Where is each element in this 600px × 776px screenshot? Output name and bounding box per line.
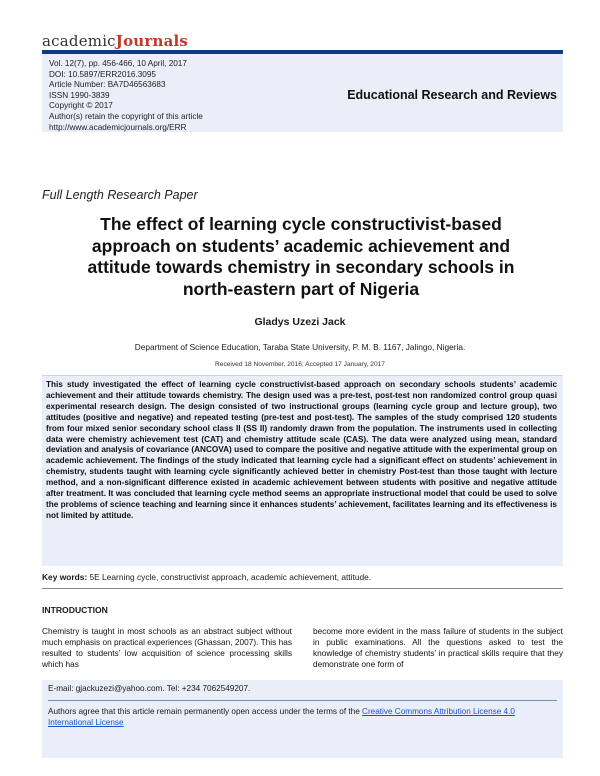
- license-text: Authors agree that this article remain permanently open access under the terms of the: [48, 707, 363, 716]
- meta-issn: ISSN 1990-3839: [49, 90, 110, 100]
- footer-divider: [48, 700, 557, 701]
- article-title: The effect of learning cycle constructivist-based approach on students’ academic achievement and attitude towards chemistry in secondary schools in north-eastern part of Nigeria: [87, 214, 515, 299]
- license-notice: [48, 707, 557, 729]
- journal-name: Educational Research and Reviews: [347, 88, 557, 102]
- meta-rights: Author(s) retain the copyright of this article: [49, 111, 203, 121]
- keywords-list: 5E Learning cycle, constructivist approach, academic achievement, attitude.: [89, 572, 372, 582]
- logo-prefix: academic: [42, 32, 116, 50]
- abstract-text: This study investigated the effect of learning cycle constructivist-based approach on secondary schools students’ academic achievement and their attitude towards chemistry. The design used was a pre-test, post-test non randomized control group quasi experimental research design. The design consisted of two instructional groups (learning cycle group and lecture group), two attitudes (positive and negative) and repeated testing (pre-test and post-test). The samples of the study comprised 120 students from four mixed senior secondary school class II (SS II) randomly drawn from the population. The instruments used in collecting data were chemistry achievement test (CAT) and chemistry attitude scale (CAS). The data were analyzed using mean, standard deviation and analysis of covariance (ANCOVA) used to compare the positive and negative attitude with the experimental group on academic achievement. The findings of the study indicated that learning cycle had a significant effect on students’ achievement in chemistry, students taught with learning cycle significantly achieved better in chemistry Post-test than those taught with lecture method, and a non-significant difference existed in academic achievement between students with positive and negative attitude after treatment. It was concluded that learning cycle method seems an appropriate instructional model that could be used to solve the problems of science teaching and learning since it enhances students’ achievement, facilitates learning and its effectiveness is not limited by attitude.: [46, 380, 557, 520]
- author-affiliation: Department of Science Education, Taraba State University, P. M. B. 1167, Jalingo, Nigeria.: [134, 342, 466, 352]
- logo-suffix: Journals: [115, 32, 189, 50]
- article-header-box: [42, 50, 563, 132]
- keywords-label: Key words:: [42, 572, 88, 582]
- abstract-box: [42, 375, 563, 566]
- article-metadata: [49, 59, 203, 133]
- meta-url[interactable]: http://www.academicjournals.org/ERR: [49, 122, 187, 132]
- meta-volume: Vol. 12(7), pp. 456-466, 10 April, 2017: [49, 59, 187, 68]
- meta-copyright: Copyright © 2017: [49, 101, 113, 111]
- received-dates: Received 18 November, 2016; Accepted 17 January, 2017: [215, 361, 385, 368]
- keywords: [42, 572, 371, 582]
- meta-doi: DOI: 10.5897/ERR2016.3095: [49, 69, 156, 79]
- publisher-logo: [42, 32, 188, 50]
- author-name: Gladys Uzezi Jack: [254, 316, 346, 328]
- intro-column-right: become more evident in the mass failure of students in the subject in public examinations. All the questions asked to test the knowledge of chemistry students’ in practical skills require that they demonstrate one form of: [313, 626, 563, 669]
- keywords-divider: [42, 588, 563, 589]
- footer-box: [42, 680, 563, 758]
- corresponding-email: E-mail: gjackuzezi@yahoo.com. Tel: +234 7062549207.: [48, 684, 251, 693]
- intro-column-left: Chemistry is taught in most schools as an abstract subject without much emphasis on practical experiences (Ghassan, 2007). This has resulted to students’ low acquisition of science processing skills which has: [42, 626, 292, 669]
- meta-article-number: Article Number: BA7D46563683: [49, 80, 166, 90]
- license-link[interactable]: Creative Commons Attribution License 4.0 International License: [48, 707, 515, 727]
- introduction-heading: INTRODUCTION: [42, 605, 108, 615]
- paper-type: Full Length Research Paper: [42, 188, 198, 202]
